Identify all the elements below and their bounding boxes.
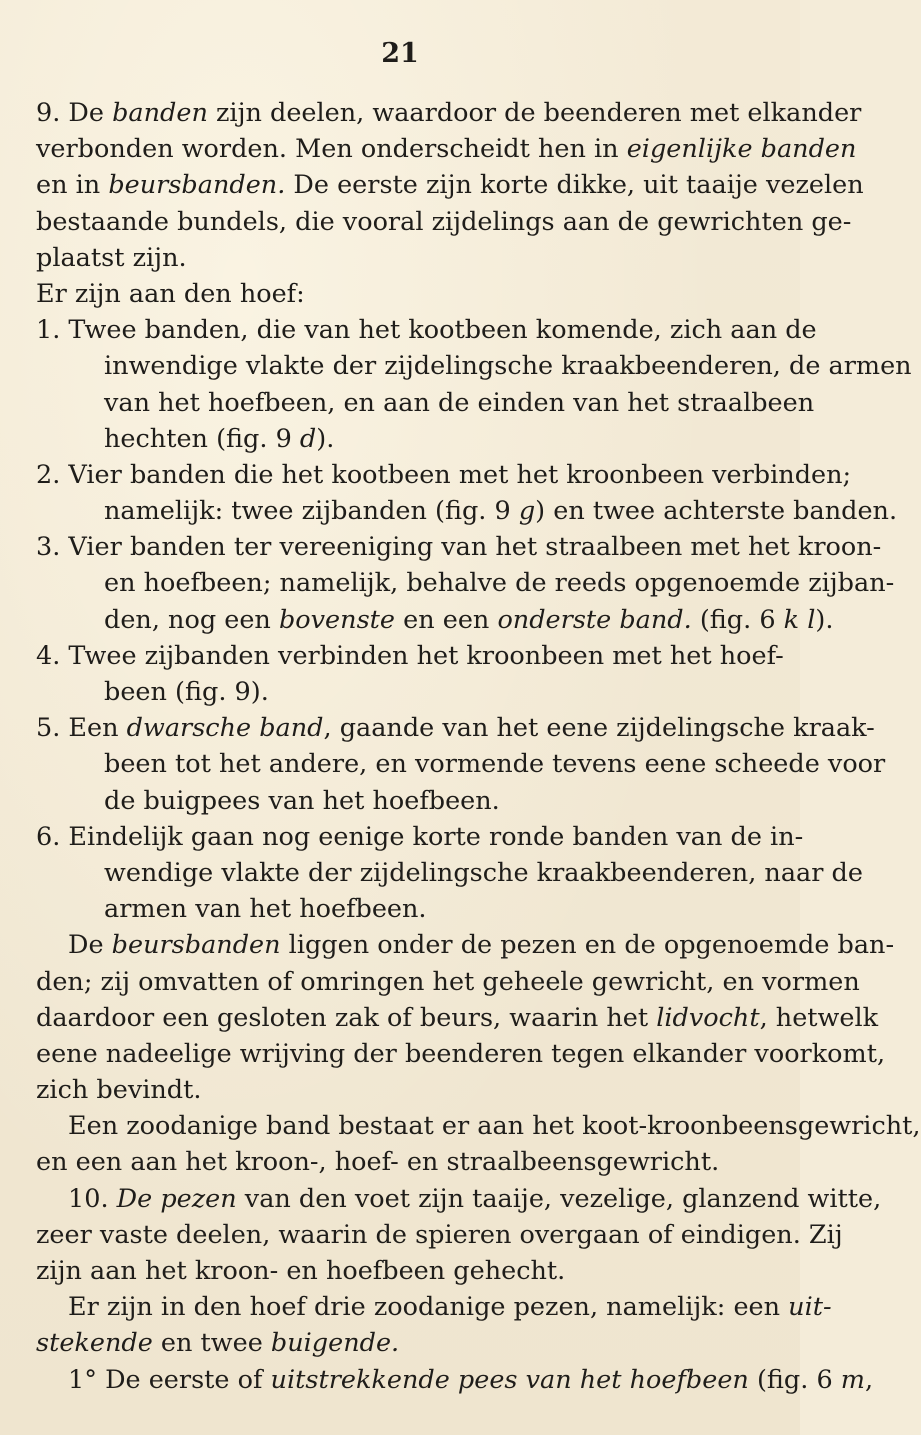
italic-text: buigende. xyxy=(270,1328,400,1359)
text-line xyxy=(36,1362,874,1398)
text-segment: verbonden worden. Men onderscheidt hen in xyxy=(36,134,627,165)
text-segment: armen van het hoefbeen. xyxy=(104,894,427,925)
text-segment: zijn deelen, waardoor de beenderen met elkander xyxy=(207,98,862,128)
text-segment: zeer vaste deelen, waarin de spieren overgaan of eindigen. Zij xyxy=(36,1219,843,1250)
text-line xyxy=(36,819,804,855)
text-segment: van het hoefbeen, en aan de einden van het straalbeen xyxy=(104,387,815,418)
text-segment: ). xyxy=(316,423,335,454)
text-segment: en twee xyxy=(152,1328,271,1359)
body-text xyxy=(36,95,921,1398)
text-line xyxy=(36,927,895,963)
text-segment: 5. Een xyxy=(36,713,127,744)
text-segment: been (fig. 9). xyxy=(104,677,269,707)
text-segment: wendige vlakte der zijdelingsche kraakbeenderen, naar de xyxy=(104,857,863,888)
italic-text: g xyxy=(518,496,536,527)
text-line xyxy=(36,276,776,312)
italic-text: De pezen xyxy=(116,1183,237,1214)
text-line xyxy=(36,638,784,674)
text-segment: , hetwelk xyxy=(759,1002,879,1033)
text-line xyxy=(36,1253,776,1289)
text-segment: ) en twee achterste banden. xyxy=(535,496,898,527)
text-segment: en hoefbeen; namelijk, behalve de reeds opgenoemde zijban- xyxy=(104,568,895,599)
text-line xyxy=(36,964,860,1000)
text-segment: bestaande bundels, die vooral zijdelings aan de gewrichten ge- xyxy=(36,206,852,237)
text-line xyxy=(36,385,815,421)
italic-text: stekende xyxy=(36,1328,153,1359)
text-segment: hechten (fig. 9 xyxy=(104,423,300,454)
text-segment: den, nog een xyxy=(104,604,279,635)
text-segment: , xyxy=(864,1364,874,1395)
text-line xyxy=(36,1072,776,1108)
text-line xyxy=(36,131,857,167)
italic-text: bovenste xyxy=(278,604,395,635)
italic-text: beursbanden xyxy=(111,930,281,961)
italic-text: uit- xyxy=(788,1292,832,1323)
text-segment: (fig. 6 xyxy=(691,604,784,635)
text-segment: Een zoodanige band bestaat er aan het koot-kroonbeensgewricht, xyxy=(68,1111,921,1142)
page-number: 21 xyxy=(381,38,419,69)
text-line xyxy=(36,1289,832,1325)
text-line xyxy=(36,1144,776,1180)
text-segment: , gaande van het eene zijdelingsche kraak- xyxy=(323,713,875,744)
text-line xyxy=(36,95,862,131)
text-segment: en in xyxy=(36,170,109,201)
text-line xyxy=(36,746,886,782)
text-segment: zijn aan het kroon- en hoefbeen gehecht. xyxy=(36,1256,566,1286)
italic-text: d xyxy=(299,423,317,454)
italic-text: beursbanden. xyxy=(108,170,286,201)
text-line xyxy=(36,710,875,746)
italic-text: m xyxy=(840,1364,865,1395)
text-line xyxy=(36,565,895,601)
text-line xyxy=(36,783,776,819)
italic-text: lidvocht xyxy=(656,1002,760,1033)
text-segment: 4. Twee zijbanden verbinden het kroonbeen met het hoef- xyxy=(36,640,784,671)
text-line xyxy=(36,1181,882,1217)
text-segment: 9. De xyxy=(36,98,113,128)
italic-text: banden xyxy=(112,98,208,128)
text-line xyxy=(36,1217,843,1253)
text-segment: daardoor een gesloten zak of beurs, waarin het xyxy=(36,1002,657,1033)
italic-text: dwarsche band xyxy=(126,713,324,744)
text-line xyxy=(36,529,882,565)
italic-text: uitstrekkende pees van het hoefbeen xyxy=(270,1364,749,1395)
text-segment: liggen onder de pezen en de opgenoemde ban- xyxy=(280,930,895,961)
text-segment: inwendige vlakte der zijdelingsche kraakbeenderen, de armen xyxy=(104,351,912,382)
italic-text: eigenlijke banden xyxy=(626,134,857,165)
text-line xyxy=(36,204,852,240)
text-segment: 2. Vier banden die het kootbeen met het kroonbeen verbinden; xyxy=(36,459,852,490)
text-segment: been tot het andere, en vormende tevens eene scheede voor xyxy=(104,749,886,780)
text-segment: 1. Twee banden, die van het kootbeen komende, zich aan de xyxy=(36,315,817,346)
text-line xyxy=(36,674,776,710)
text-segment: Er zijn aan den hoef: xyxy=(36,278,305,309)
text-segment: Er zijn in den hoef drie zoodanige pezen, namelijk: een xyxy=(68,1292,789,1323)
text-line xyxy=(36,421,776,457)
text-segment: 1° De eerste of xyxy=(68,1364,271,1395)
text-segment: den; zij omvatten of omringen het geheele gewricht, en vormen xyxy=(36,966,860,997)
italic-text: k l xyxy=(783,604,816,635)
text-segment: en een xyxy=(395,604,498,635)
text-line xyxy=(36,457,852,493)
text-segment: de buigpees van het hoefbeen. xyxy=(104,785,500,816)
text-line xyxy=(36,1000,879,1036)
text-segment: (fig. 6 xyxy=(748,1364,841,1395)
italic-text: onderste band. xyxy=(497,604,692,635)
text-segment: plaatst zijn. xyxy=(36,242,187,273)
text-segment: De eerste zijn korte dikke, uit taaije vezelen xyxy=(285,170,864,201)
text-line xyxy=(36,240,776,276)
text-segment: 10. xyxy=(68,1183,117,1214)
text-segment: van den voet zijn taaije, vezelige, glanzend witte, xyxy=(236,1183,882,1214)
text-line xyxy=(36,855,863,891)
text-segment: De xyxy=(68,930,112,961)
text-line xyxy=(36,312,817,348)
text-line xyxy=(36,1108,921,1144)
text-segment: en een aan het kroon-, hoef- en straalbeensgewricht. xyxy=(36,1147,720,1178)
text-line xyxy=(36,891,776,927)
text-line xyxy=(36,493,898,529)
text-segment: eene nadeelige wrijving der beenderen tegen elkander voorkomt, xyxy=(36,1038,886,1069)
text-segment: zich bevindt. xyxy=(36,1075,202,1106)
text-line xyxy=(36,348,912,384)
text-segment: 6. Eindelijk gaan nog eenige korte ronde banden van de in- xyxy=(36,821,804,852)
text-line xyxy=(36,1325,776,1361)
text-line xyxy=(36,1036,886,1072)
text-line xyxy=(36,602,834,638)
text-line xyxy=(36,167,864,203)
text-segment: namelijk: twee zijbanden (fig. 9 xyxy=(104,496,519,527)
text-segment: ). xyxy=(815,604,834,635)
text-segment: 3. Vier banden ter vereeniging van het straalbeen met het kroon- xyxy=(36,532,882,563)
